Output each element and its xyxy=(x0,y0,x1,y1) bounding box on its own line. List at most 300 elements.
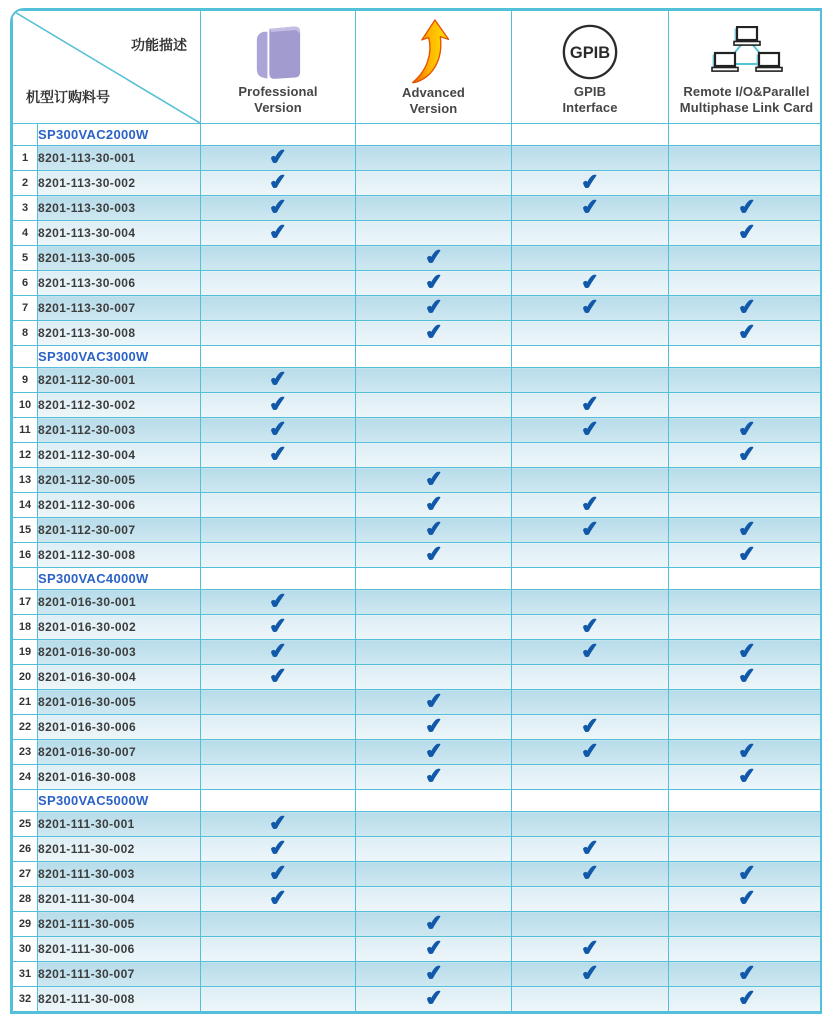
feature-check-cell xyxy=(512,346,669,368)
feature-check-cell xyxy=(356,468,512,493)
feature-check-cell xyxy=(356,146,512,171)
feature-check-cell xyxy=(512,321,669,346)
part-number-cell: 8201-113-30-008 xyxy=(38,321,201,346)
feature-check-cell xyxy=(669,715,823,740)
feature-check-cell xyxy=(512,590,669,615)
part-number-row xyxy=(13,740,823,765)
row-number-cell: 2 xyxy=(13,171,38,196)
row-number-cell: 29 xyxy=(13,912,38,937)
check-icon: ✔ xyxy=(580,639,600,664)
check-icon: ✔ xyxy=(580,714,600,739)
feature-check-cell xyxy=(356,321,512,346)
row-number-cell: 4 xyxy=(13,221,38,246)
feature-check-cell xyxy=(201,321,356,346)
check-icon: ✔ xyxy=(268,811,288,836)
feature-check-cell xyxy=(669,146,823,171)
book-icon xyxy=(253,19,303,84)
feature-check-cell xyxy=(512,837,669,862)
feature-check-cell xyxy=(669,393,823,418)
model-name-cell: SP300VAC2000W xyxy=(38,124,201,146)
part-number-cell: 8201-112-30-001 xyxy=(38,368,201,393)
feature-check-cell xyxy=(356,740,512,765)
feature-check-cell xyxy=(512,124,669,146)
part-number-row xyxy=(13,518,823,543)
check-icon: ✔ xyxy=(423,714,444,739)
check-icon: ✔ xyxy=(580,517,600,542)
feature-check-cell xyxy=(512,296,669,321)
row-number-cell xyxy=(13,568,38,590)
feature-check-cell xyxy=(201,146,356,171)
part-number-row xyxy=(13,321,823,346)
part-number-row xyxy=(13,271,823,296)
feature-check-cell xyxy=(356,296,512,321)
feature-check-cell xyxy=(201,862,356,887)
check-icon: ✔ xyxy=(736,739,757,764)
feature-check-cell xyxy=(512,543,669,568)
feature-check-cell xyxy=(669,937,823,962)
feature-check-cell xyxy=(356,962,512,987)
column-label: GPIB Interface xyxy=(562,84,618,116)
check-icon: ✔ xyxy=(423,739,444,764)
part-number-row xyxy=(13,418,823,443)
feature-check-cell xyxy=(356,937,512,962)
check-icon: ✔ xyxy=(268,367,288,392)
check-icon: ✔ xyxy=(580,492,600,517)
feature-check-cell xyxy=(512,221,669,246)
part-number-row xyxy=(13,493,823,518)
feature-check-cell xyxy=(512,937,669,962)
check-icon: ✔ xyxy=(580,961,600,986)
check-icon: ✔ xyxy=(736,664,757,689)
feature-check-cell xyxy=(201,837,356,862)
feature-check-cell xyxy=(512,640,669,665)
feature-check-cell xyxy=(512,790,669,812)
corner-bottom-label: 机型订购料号 xyxy=(26,89,110,105)
column-label: Advanced Version xyxy=(402,85,465,116)
feature-check-cell xyxy=(669,765,823,790)
row-number-cell: 12 xyxy=(13,443,38,468)
feature-check-cell xyxy=(512,690,669,715)
row-number-cell: 10 xyxy=(13,393,38,418)
feature-check-cell xyxy=(669,124,823,146)
ordering-matrix-table xyxy=(12,10,822,1012)
row-number-cell: 28 xyxy=(13,887,38,912)
part-number-cell: 8201-016-30-002 xyxy=(38,615,201,640)
feature-check-cell xyxy=(512,615,669,640)
part-number-cell: 8201-016-30-003 xyxy=(38,640,201,665)
feature-check-cell xyxy=(201,790,356,812)
feature-check-cell xyxy=(201,812,356,837)
feature-check-cell xyxy=(356,418,512,443)
feature-check-cell xyxy=(512,368,669,393)
part-number-row xyxy=(13,987,823,1012)
part-number-row xyxy=(13,296,823,321)
check-icon: ✔ xyxy=(736,442,757,467)
feature-check-cell xyxy=(512,912,669,937)
row-number-cell: 24 xyxy=(13,765,38,790)
part-number-row xyxy=(13,146,823,171)
part-number-row xyxy=(13,221,823,246)
check-icon: ✔ xyxy=(423,270,444,295)
part-number-cell: 8201-112-30-002 xyxy=(38,393,201,418)
row-number-cell: 8 xyxy=(13,321,38,346)
header-row xyxy=(13,11,823,124)
part-number-row xyxy=(13,837,823,862)
feature-check-cell xyxy=(669,615,823,640)
part-number-cell: 8201-112-30-008 xyxy=(38,543,201,568)
feature-check-cell xyxy=(356,124,512,146)
check-icon: ✔ xyxy=(423,689,444,714)
feature-check-cell xyxy=(669,887,823,912)
row-number-cell xyxy=(13,346,38,368)
feature-check-cell xyxy=(201,962,356,987)
feature-check-cell xyxy=(669,171,823,196)
part-number-cell: 8201-112-30-005 xyxy=(38,468,201,493)
check-icon: ✔ xyxy=(423,492,444,517)
section-header-row xyxy=(13,124,823,146)
part-number-cell: 8201-111-30-006 xyxy=(38,937,201,962)
check-icon: ✔ xyxy=(423,320,444,345)
row-number-cell: 20 xyxy=(13,665,38,690)
check-icon: ✔ xyxy=(736,220,757,245)
part-number-cell: 8201-111-30-005 xyxy=(38,912,201,937)
feature-check-cell xyxy=(512,665,669,690)
section-header-row xyxy=(13,346,823,368)
part-number-cell: 8201-113-30-007 xyxy=(38,296,201,321)
feature-check-cell xyxy=(669,790,823,812)
feature-check-cell xyxy=(201,568,356,590)
feature-check-cell xyxy=(669,196,823,221)
feature-check-cell xyxy=(201,590,356,615)
check-icon: ✔ xyxy=(423,295,444,320)
feature-check-cell xyxy=(356,837,512,862)
feature-check-cell xyxy=(201,740,356,765)
feature-check-cell xyxy=(669,418,823,443)
row-number-cell: 5 xyxy=(13,246,38,271)
row-number-cell: 15 xyxy=(13,518,38,543)
feature-check-cell xyxy=(669,221,823,246)
feature-check-cell xyxy=(201,346,356,368)
row-number-cell: 21 xyxy=(13,690,38,715)
check-icon: ✔ xyxy=(268,442,288,467)
row-number-cell: 17 xyxy=(13,590,38,615)
check-icon: ✔ xyxy=(580,417,600,442)
feature-check-cell xyxy=(669,543,823,568)
feature-check-cell xyxy=(512,271,669,296)
feature-check-cell xyxy=(512,418,669,443)
feature-check-cell xyxy=(356,887,512,912)
check-icon: ✔ xyxy=(268,664,288,689)
row-number-cell: 1 xyxy=(13,146,38,171)
part-number-row xyxy=(13,912,823,937)
part-number-cell: 8201-111-30-007 xyxy=(38,962,201,987)
check-icon: ✔ xyxy=(423,936,444,961)
feature-check-cell xyxy=(669,640,823,665)
row-number-cell: 22 xyxy=(13,715,38,740)
row-number-cell: 23 xyxy=(13,740,38,765)
check-icon: ✔ xyxy=(580,295,600,320)
feature-check-cell xyxy=(201,715,356,740)
feature-check-cell xyxy=(669,271,823,296)
feature-check-cell xyxy=(512,146,669,171)
ordering-matrix-frame xyxy=(10,8,822,1014)
part-number-cell: 8201-111-30-004 xyxy=(38,887,201,912)
part-number-cell: 8201-111-30-001 xyxy=(38,812,201,837)
feature-check-cell xyxy=(669,468,823,493)
part-number-row xyxy=(13,468,823,493)
check-icon: ✔ xyxy=(268,861,288,886)
check-icon: ✔ xyxy=(580,270,600,295)
check-icon: ✔ xyxy=(268,195,288,220)
ascending-arrow-icon xyxy=(410,19,458,85)
feature-check-cell xyxy=(512,715,669,740)
part-number-cell: 8201-112-30-007 xyxy=(38,518,201,543)
row-number-cell xyxy=(13,124,38,146)
feature-check-cell xyxy=(356,790,512,812)
feature-check-cell xyxy=(356,665,512,690)
check-icon: ✔ xyxy=(580,936,600,961)
part-number-row xyxy=(13,615,823,640)
check-icon: ✔ xyxy=(736,320,757,345)
feature-check-cell xyxy=(512,962,669,987)
feature-check-cell xyxy=(201,221,356,246)
feature-check-cell xyxy=(669,962,823,987)
model-name-cell: SP300VAC4000W xyxy=(38,568,201,590)
feature-check-cell xyxy=(201,665,356,690)
feature-check-cell xyxy=(356,568,512,590)
feature-check-cell xyxy=(512,518,669,543)
feature-check-cell xyxy=(356,690,512,715)
part-number-cell: 8201-113-30-006 xyxy=(38,271,201,296)
row-number-cell: 3 xyxy=(13,196,38,221)
feature-check-cell xyxy=(512,468,669,493)
feature-check-cell xyxy=(512,568,669,590)
gpib-circle-icon xyxy=(560,19,620,84)
feature-check-cell xyxy=(201,493,356,518)
row-number-cell: 31 xyxy=(13,962,38,987)
feature-check-cell xyxy=(201,296,356,321)
part-number-row xyxy=(13,246,823,271)
feature-check-cell xyxy=(356,765,512,790)
part-number-row xyxy=(13,962,823,987)
check-icon: ✔ xyxy=(423,517,444,542)
column-label: Remote I/O&Parallel Multiphase Link Card xyxy=(679,84,814,116)
svg-text:GPIB: GPIB xyxy=(569,43,611,62)
part-number-row xyxy=(13,640,823,665)
check-icon: ✔ xyxy=(268,614,288,639)
check-icon: ✔ xyxy=(736,886,757,911)
feature-check-cell xyxy=(201,171,356,196)
row-number-cell: 13 xyxy=(13,468,38,493)
row-number-cell: 16 xyxy=(13,543,38,568)
feature-check-cell xyxy=(356,543,512,568)
model-name-cell: SP300VAC3000W xyxy=(38,346,201,368)
model-name-cell: SP300VAC5000W xyxy=(38,790,201,812)
part-number-row xyxy=(13,393,823,418)
row-number-cell: 19 xyxy=(13,640,38,665)
check-icon: ✔ xyxy=(736,195,757,220)
check-icon: ✔ xyxy=(268,836,288,861)
check-icon: ✔ xyxy=(736,961,757,986)
feature-check-cell xyxy=(512,393,669,418)
row-number-cell: 32 xyxy=(13,987,38,1012)
row-number-cell: 30 xyxy=(13,937,38,962)
feature-check-cell xyxy=(201,987,356,1012)
feature-check-cell xyxy=(201,124,356,146)
part-number-cell: 8201-113-30-003 xyxy=(38,196,201,221)
part-number-cell: 8201-113-30-004 xyxy=(38,221,201,246)
row-number-cell: 25 xyxy=(13,812,38,837)
check-icon: ✔ xyxy=(423,245,444,270)
part-number-cell: 8201-016-30-004 xyxy=(38,665,201,690)
feature-check-cell xyxy=(669,590,823,615)
feature-check-cell xyxy=(512,812,669,837)
feature-check-cell xyxy=(512,493,669,518)
feature-check-cell xyxy=(669,912,823,937)
feature-check-cell xyxy=(201,443,356,468)
feature-check-cell xyxy=(512,987,669,1012)
check-icon: ✔ xyxy=(580,614,600,639)
feature-check-cell xyxy=(512,740,669,765)
feature-check-cell xyxy=(201,887,356,912)
feature-check-cell xyxy=(356,493,512,518)
check-icon: ✔ xyxy=(736,986,757,1011)
part-number-row xyxy=(13,887,823,912)
feature-check-cell xyxy=(669,493,823,518)
feature-check-cell xyxy=(669,443,823,468)
feature-check-cell xyxy=(201,468,356,493)
section-header-row xyxy=(13,568,823,590)
row-number-cell: 9 xyxy=(13,368,38,393)
feature-check-cell xyxy=(356,590,512,615)
check-icon: ✔ xyxy=(423,467,444,492)
feature-check-cell xyxy=(669,368,823,393)
part-number-cell: 8201-111-30-003 xyxy=(38,862,201,887)
feature-check-cell xyxy=(201,246,356,271)
feature-check-cell xyxy=(356,393,512,418)
feature-check-cell xyxy=(201,615,356,640)
column-label: Professional Version xyxy=(238,84,318,116)
feature-check-cell xyxy=(201,640,356,665)
feature-check-cell xyxy=(356,221,512,246)
network-computers-icon xyxy=(705,19,789,84)
check-icon: ✔ xyxy=(736,764,757,789)
feature-check-cell xyxy=(512,443,669,468)
check-icon: ✔ xyxy=(423,911,444,936)
feature-check-cell xyxy=(669,812,823,837)
feature-check-cell xyxy=(356,812,512,837)
feature-check-cell xyxy=(201,690,356,715)
corner-header-cell xyxy=(13,11,201,124)
feature-check-cell xyxy=(201,368,356,393)
check-icon: ✔ xyxy=(736,417,757,442)
feature-check-cell xyxy=(201,937,356,962)
feature-check-cell xyxy=(201,196,356,221)
check-icon: ✔ xyxy=(580,861,600,886)
feature-check-cell xyxy=(356,346,512,368)
feature-check-cell xyxy=(356,987,512,1012)
feature-check-cell xyxy=(669,987,823,1012)
row-number-cell xyxy=(13,790,38,812)
check-icon: ✔ xyxy=(580,739,600,764)
feature-check-cell xyxy=(669,665,823,690)
part-number-row xyxy=(13,690,823,715)
feature-check-cell xyxy=(356,912,512,937)
part-number-row xyxy=(13,196,823,221)
part-number-row xyxy=(13,862,823,887)
part-number-row xyxy=(13,590,823,615)
part-number-row xyxy=(13,765,823,790)
check-icon: ✔ xyxy=(580,392,600,417)
part-number-row xyxy=(13,368,823,393)
feature-check-cell xyxy=(356,246,512,271)
feature-check-cell xyxy=(669,568,823,590)
check-icon: ✔ xyxy=(268,639,288,664)
row-number-cell: 11 xyxy=(13,418,38,443)
part-number-cell: 8201-016-30-001 xyxy=(38,590,201,615)
column-header-remote xyxy=(669,11,823,124)
feature-check-cell xyxy=(201,912,356,937)
feature-check-cell xyxy=(512,862,669,887)
part-number-cell: 8201-113-30-005 xyxy=(38,246,201,271)
part-number-cell: 8201-112-30-004 xyxy=(38,443,201,468)
feature-check-cell xyxy=(356,518,512,543)
row-number-cell: 26 xyxy=(13,837,38,862)
feature-check-cell xyxy=(356,196,512,221)
row-number-cell: 14 xyxy=(13,493,38,518)
check-icon: ✔ xyxy=(423,961,444,986)
feature-check-cell xyxy=(669,296,823,321)
check-icon: ✔ xyxy=(268,392,288,417)
feature-check-cell xyxy=(669,346,823,368)
feature-check-cell xyxy=(356,640,512,665)
check-icon: ✔ xyxy=(736,639,757,664)
feature-check-cell xyxy=(669,246,823,271)
part-number-cell: 8201-016-30-005 xyxy=(38,690,201,715)
part-number-cell: 8201-016-30-007 xyxy=(38,740,201,765)
feature-check-cell xyxy=(669,837,823,862)
row-number-cell: 27 xyxy=(13,862,38,887)
check-icon: ✔ xyxy=(268,220,288,245)
check-icon: ✔ xyxy=(268,145,288,170)
column-header-advanced xyxy=(356,11,512,124)
feature-check-cell xyxy=(356,171,512,196)
feature-check-cell xyxy=(512,246,669,271)
feature-check-cell xyxy=(201,518,356,543)
check-icon: ✔ xyxy=(580,195,600,220)
feature-check-cell xyxy=(356,368,512,393)
check-icon: ✔ xyxy=(736,517,757,542)
feature-check-cell xyxy=(669,740,823,765)
part-number-cell: 8201-113-30-002 xyxy=(38,171,201,196)
check-icon: ✔ xyxy=(268,886,288,911)
feature-check-cell xyxy=(356,862,512,887)
part-number-cell: 8201-016-30-008 xyxy=(38,765,201,790)
check-icon: ✔ xyxy=(580,170,600,195)
feature-check-cell xyxy=(356,271,512,296)
feature-check-cell xyxy=(201,393,356,418)
feature-check-cell xyxy=(356,615,512,640)
part-number-row xyxy=(13,171,823,196)
feature-check-cell xyxy=(669,321,823,346)
column-header-professional xyxy=(201,11,356,124)
check-icon: ✔ xyxy=(423,764,444,789)
check-icon: ✔ xyxy=(736,861,757,886)
feature-check-cell xyxy=(356,443,512,468)
row-number-cell: 18 xyxy=(13,615,38,640)
part-number-row xyxy=(13,443,823,468)
feature-check-cell xyxy=(669,690,823,715)
